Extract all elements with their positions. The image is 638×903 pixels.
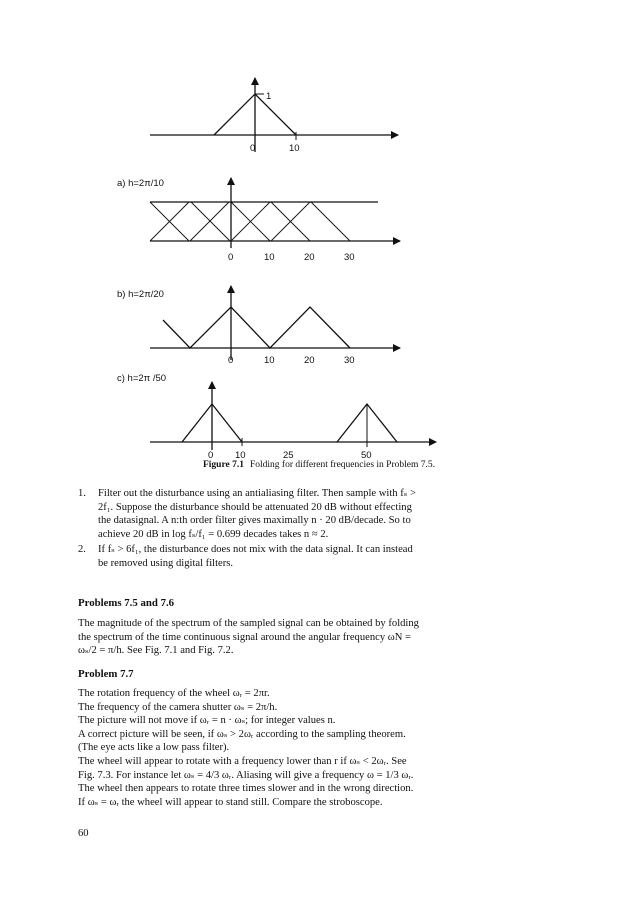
paragraph-line: Fig. 7.3. For instance let ωₛ = 4/3 ωᵣ. Aliasing will give a frequency ω = 1/3 ωᵣ. <box>78 769 414 781</box>
section-paragraph-7-5-7-6 <box>78 617 476 658</box>
list-item-line: be removed using digital filters. <box>98 557 234 569</box>
plot-c-tick-0: 0 <box>208 450 214 461</box>
plot-c <box>150 382 436 450</box>
page-number: 60 <box>78 828 89 839</box>
paragraph-line: If ωₛ = ωᵣ the wheel will appear to stand still. Compare the stroboscope. <box>78 796 383 808</box>
plot-b-tick-30: 30 <box>344 355 355 366</box>
paragraph-line: A correct picture will be seen, if ωₛ > 2ωᵣ according to the sampling theorem. <box>78 728 406 740</box>
list-item-line: If fₛ > 6f₁, the disturbance does not mix with the data signal. It can instead <box>98 544 413 555</box>
list-item-line: 2f₁. Suppose the disturbance should be attenuated 20 dB without effecting <box>98 501 412 513</box>
figure-caption-text: Folding for different frequencies in Problem 7.5. <box>249 460 436 470</box>
plot-b-label: b) h=2π/20 <box>117 289 164 300</box>
plot-b-folded-curve <box>163 307 350 348</box>
list-item-line: achieve 20 dB in log fₛ/f₁ = 0.699 decades takes n ≈ 2. <box>98 528 329 540</box>
plot-a <box>150 178 400 248</box>
list-item-number: 2. <box>78 544 86 555</box>
list-item-2 <box>78 543 476 570</box>
top-plot <box>150 78 398 152</box>
plot-a-label: a) h=2π/10 <box>117 178 164 189</box>
figure-caption-number: Figure 7.1 <box>202 460 244 470</box>
plot-b-tick-20: 20 <box>304 355 315 366</box>
list-item-line: the datasignal. A n:th order filter gives maximally n · 20 dB/decade. So to <box>98 515 411 527</box>
plot-b-tick-0: 0 <box>228 355 234 366</box>
plot-b-tick-10: 10 <box>264 355 275 366</box>
plot-c-tick-10: 10 <box>235 450 246 461</box>
plot-c-tick-50: 50 <box>361 450 372 461</box>
paragraph-line: The wheel will appear to rotate with a frequency lower than r if ωₛ < 2ωᵣ. See <box>78 755 407 767</box>
section-paragraph-7-7 <box>78 687 476 809</box>
paragraph-line: The rotation frequency of the wheel ωᵣ = 2πr. <box>78 688 270 699</box>
top-plot-tick-10: 10 <box>289 143 300 154</box>
figure-caption <box>0 460 638 470</box>
top-plot-peak-label: 1 <box>266 91 272 102</box>
paragraph-line: ωₛ/2 = π/h. See Fig. 7.1 and Fig. 7.2. <box>78 645 234 657</box>
list-item-number: 1. <box>78 488 86 499</box>
paragraph-line: The frequency of the camera shutter ωₛ = 2π/h. <box>78 701 278 713</box>
plot-a-tick-0: 0 <box>228 252 234 263</box>
plot-b <box>150 286 400 360</box>
list-item-line: Filter out the disturbance using an antialiasing filter. Then sample with fₛ > <box>98 488 416 499</box>
top-plot-tick-0: 0 <box>250 143 256 154</box>
plot-c-tick-25: 25 <box>283 450 294 461</box>
paragraph-line: the spectrum of the time continuous signal around the angular frequency ωN = <box>78 631 412 643</box>
paragraph-line: The magnitude of the spectrum of the sampled signal can be obtained by folding <box>78 618 419 629</box>
plot-c-label: c) h=2π /50 <box>117 373 167 384</box>
plot-a-tick-20: 20 <box>304 252 315 263</box>
paragraph-line: The wheel then appears to rotate three times slower and in the wrong direction. <box>78 783 414 795</box>
plot-a-tick-10: 10 <box>264 252 275 263</box>
paragraph-line: The picture will not move if ωᵣ = n · ωₛ; for integer values n. <box>78 715 336 727</box>
paragraph-line: (The eye acts like a low pass filter). <box>78 742 230 754</box>
section-heading-7-7: Problem 7.7 <box>78 668 134 680</box>
list-item-1 <box>78 487 476 541</box>
plot-a-tick-30: 30 <box>344 252 355 263</box>
section-heading-7-5-7-6: Problems 7.5 and 7.6 <box>78 597 175 609</box>
